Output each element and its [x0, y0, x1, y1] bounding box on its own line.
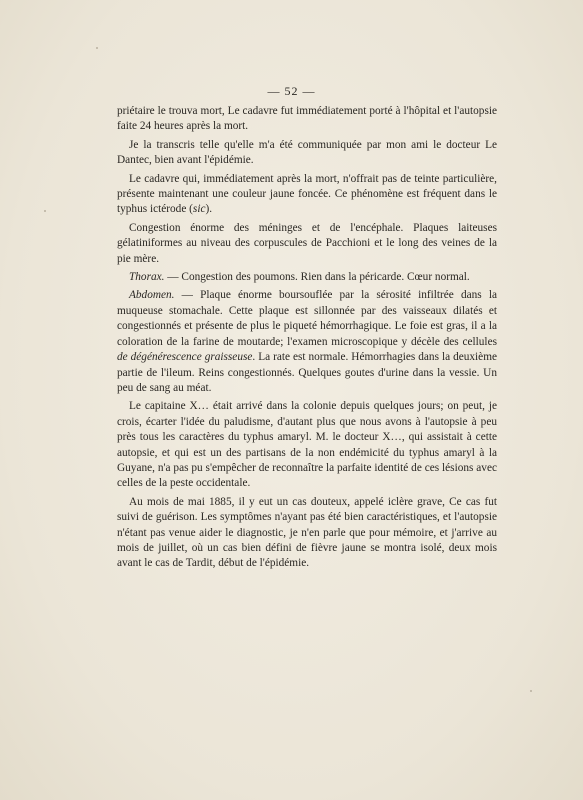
text-run: — Plaque énorme boursouflée par la sérosité infiltrée dans la muqueuse stomachale. Cette plaque est sillonnée par des vaisseaux dilatés et congestionnés et présente de plus le piqueté hémorrhagique. Le foie est gras, il a la coloration de la farine de moutarde; l'examen microscopique y décèle des cellules: [117, 289, 497, 348]
paper-speck: [96, 47, 98, 49]
text-run: priétaire le trouva mort, Le cadavre fut immédiatement porté à l'hôpital et l'autopsie faite 24 heures après la mort.: [117, 105, 497, 133]
text-run: Je la transcris telle qu'elle m'a été communiquée par mon ami le docteur Le Dantec, bien avant l'épidémie.: [117, 138, 497, 167]
paragraph-p7: [117, 399, 497, 491]
body-text: [117, 104, 497, 575]
text-run: Le capitaine X… était arrivé dans la colonie depuis quelques jours; on peut, je crois, écarter l'idée du paludisme, d'autant plus que nous avons à l'autopsie à peu près tous les caractères du typhus amaryl. M. le docteur X…, qui assistait à cette autopsie, et qui est un des partisans de la non endémicité du typhus amaryl à la Guyane, n'a pas pu s'empêcher de reconnaître la parfaite identité de ces lésions avec celles de la peste occidentale.: [117, 400, 497, 490]
paragraph-p3: [117, 172, 497, 218]
text-run: Le cadavre qui, immédiatement après la mort, n'offrait pas de teinte particulière, présente maintenant une couleur jaune foncée. Ce phénomène est fréquent dans le typhus ictérode (: [117, 172, 497, 216]
paragraph-p4: [117, 221, 497, 267]
italic-text: Abdomen.: [129, 289, 175, 302]
text-run: Congestion énorme des méninges et de l'encéphale. Plaques laiteuses gélatiniformes au niveau des corpuscules de Pacchioni et le long des veines de la pie mère.: [117, 221, 497, 265]
paper-speck: [530, 690, 532, 692]
paragraph-p5: [117, 270, 497, 285]
italic-text: sic: [192, 203, 206, 216]
text-run: — Congestion des poumons. Rien dans la péricarde. Cœur normal.: [164, 271, 470, 284]
text-run: Au mois de mai 1885, il y eut un cas douteux, appelé iclère grave, Ce cas fut suivi de guérison. Les symptômes n'ayant pas été bien caractéristiques, et l'autopsie n'étant pas venue aider le diagnostic, je n'en parle que pour mémoire, et j'arrive au mois de juillet, où un cas bien défini de fièvre jaune se montra isolé, deux mois avant le cas de Tardit, début de l'épidémie.: [117, 495, 497, 570]
text-run: ).: [205, 203, 213, 216]
paper-speck: [44, 210, 46, 212]
paragraph-p6: [117, 288, 497, 396]
text-run: . La rate est normale. Hémorrhagies dans la deuxième partie de l'ileum. Reins congestionnés. Quelques goutes d'urine dans la vessie. Un peu de sang au méat.: [117, 351, 497, 394]
italic-text: Thorax.: [129, 271, 165, 284]
paragraph-p8: [117, 495, 497, 572]
paragraph-p2: [117, 138, 497, 169]
page-number: — 52 —: [267, 84, 316, 98]
paragraph-p1: [117, 104, 497, 135]
italic-text: de dégénérescence graisseuse: [117, 351, 253, 364]
